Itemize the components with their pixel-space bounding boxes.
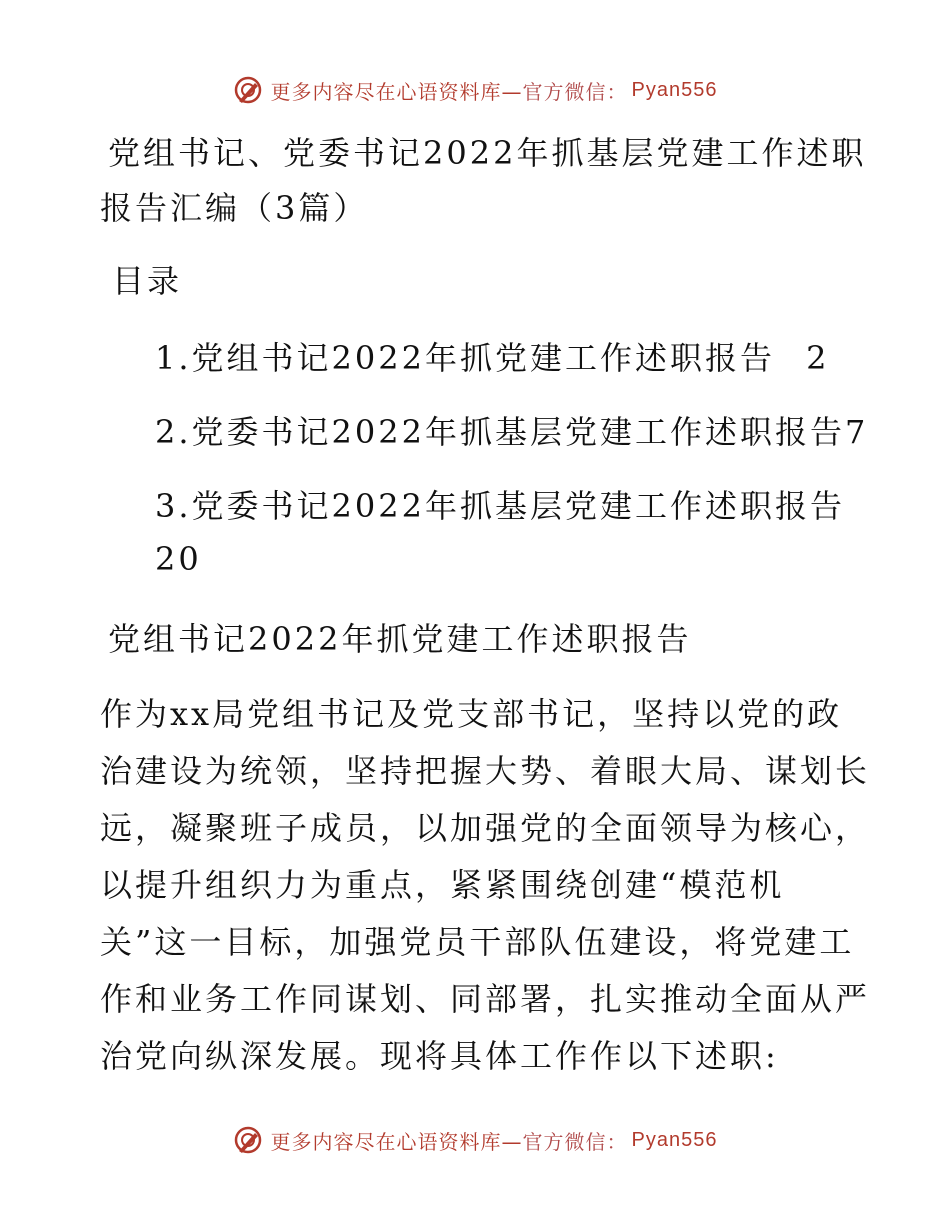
toc-item-3-page: 20 (155, 540, 202, 578)
toc-item-2 (155, 407, 868, 453)
section-title: 党组书记2022年抓党建工作述职报告 (108, 620, 692, 658)
watermark-wechat-label: 官方微信： (522, 79, 628, 104)
body-paragraph (100, 686, 871, 1085)
toc-item-page: 2 (806, 339, 830, 377)
toc-item-1 (155, 333, 830, 379)
toc-heading: 目录 (112, 262, 183, 300)
toc-item-label: 1.党组书记2022年抓党建工作述职报告 (155, 339, 775, 377)
toc-item-label: 3.党委书记2022年抓基层党建工作述职报告 (155, 487, 845, 525)
watermark-wechat-id: Pyan556 (631, 78, 718, 101)
paragraph-line: 远，凝聚班子成员，以加强党的全面领导为核心， (100, 809, 871, 847)
toc-item-label: 2.党委书记2022年抓基层党建工作述职报告 (155, 413, 845, 451)
watermark-text: 更多内容尽在心语资料库— (270, 1129, 523, 1154)
paragraph-line: 作为xx局党组书记及党支部书记，坚持以党的政 (100, 695, 843, 733)
toc-item-page: 7 (844, 413, 869, 451)
watermark-wechat-label: 官方微信： (522, 1129, 628, 1154)
toc-item-3 (155, 481, 845, 527)
paragraph-line: 关”这一目标，加强党员干部队伍建设，将党建工 (100, 923, 855, 961)
watermark-wechat-id: Pyan556 (631, 1128, 718, 1151)
paragraph-line: 治党向纵深发展。现将具体工作作以下述职: (100, 1037, 779, 1075)
document-title-line-2: 报告汇编（3篇） (100, 189, 369, 227)
watermark-banner-bottom (0, 1120, 950, 1160)
paragraph-line: 作和业务工作同谋划、同部署，扎实推动全面从严 (100, 980, 871, 1018)
document-title-line-1: 党组书记、党委书记2022年抓基层党建工作述职 (108, 134, 867, 172)
pen-logo-icon (233, 1125, 263, 1155)
watermark-text: 更多内容尽在心语资料库— (270, 79, 523, 104)
paragraph-line: 以提升组织力为重点，紧紧围绕创建“模范机 (100, 866, 785, 904)
paragraph-line: 治建设为统领，坚持把握大势、着眼大局、谋划长 (100, 752, 871, 790)
